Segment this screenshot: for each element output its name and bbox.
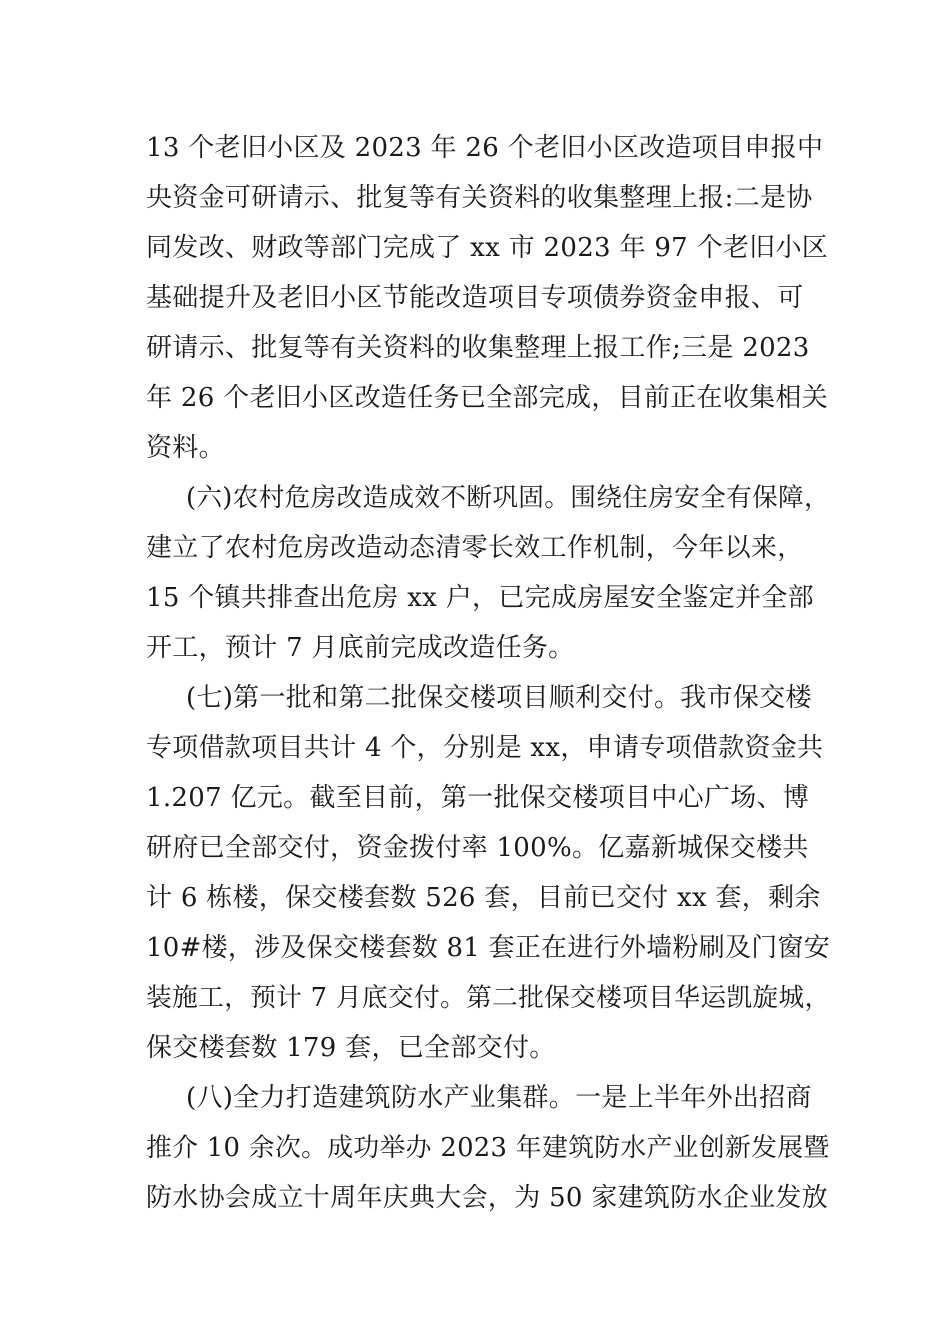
text-line: 同发改、财政等部门完成了 xx 市 2023 年 97 个老旧小区	[146, 233, 829, 263]
text-line: 推介 10 余次。成功举办 2023 年建筑防水产业创新发展暨	[146, 1133, 830, 1163]
text-line: 专项借款项目共计 4 个，分别是 xx，申请专项借款资金共	[146, 733, 824, 763]
text-line: 防水协会成立十周年庆典大会，为 50 家建筑防水企业发放	[146, 1183, 829, 1213]
text-line: 10#楼，涉及保交楼套数 81 套正在进行外墙粉刷及门窗安	[146, 933, 830, 963]
text-line: 装施工，预计 7 月底交付。第二批保交楼项目华运凯旋城，	[146, 983, 831, 1013]
text-line: 研请示、批复等有关资料的收集整理上报工作;三是 2023	[146, 333, 810, 363]
paragraph-heading-8: (八)全力打造建筑防水产业集群。一是上半年外出招商	[186, 1083, 812, 1113]
text-line: 基础提升及老旧小区节能改造项目专项债券资金申报、可	[146, 283, 804, 313]
text-line: 资料。	[146, 433, 225, 463]
text-line: 央资金可研请示、批复等有关资料的收集整理上报:二是协	[146, 183, 813, 213]
text-line: 年 26 个老旧小区改造任务已全部完成，目前正在收集相关	[146, 383, 829, 413]
text-line: 开工，预计 7 月底前完成改造任务。	[146, 633, 575, 663]
paragraph-heading-7: (七)第一批和第二批保交楼项目顺利交付。我市保交楼	[186, 683, 812, 713]
text-line: 15 个镇共排查出危房 xx 户，已完成房屋安全鉴定并全部	[146, 583, 814, 613]
text-line: 计 6 栋楼，保交楼套数 526 套，目前已交付 xx 套，剩余	[146, 883, 821, 913]
text-line: 建立了农村危房改造动态清零长效工作机制，今年以来，	[146, 533, 804, 563]
text-line: 研府已全部交付，资金拨付率 100%。亿嘉新城保交楼共	[146, 833, 809, 863]
paragraph-heading-6: (六)农村危房改造成效不断巩固。围绕住房安全有保障，	[186, 483, 830, 513]
text-line: 1.207 亿元。截至目前，第一批保交楼项目中心广场、博	[146, 783, 810, 813]
text-line: 保交楼套数 179 套，已全部交付。	[146, 1033, 556, 1063]
text-line: 13 个老旧小区及 2023 年 26 个老旧小区改造项目申报中	[146, 133, 824, 163]
